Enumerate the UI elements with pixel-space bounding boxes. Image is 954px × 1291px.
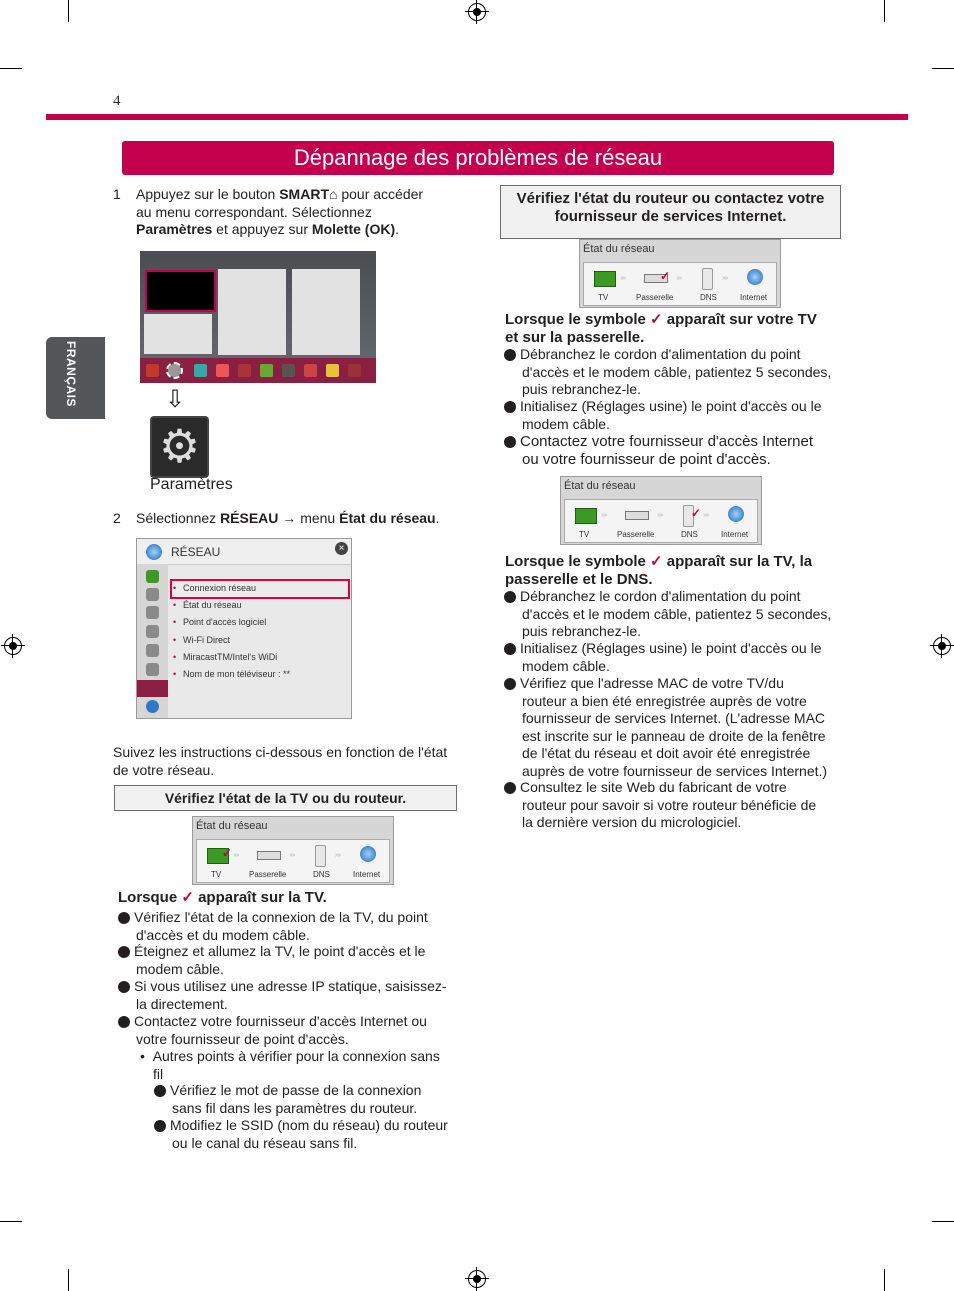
step-2 <box>113 510 458 528</box>
number-marker: 3 <box>504 436 516 448</box>
app-icon <box>304 364 317 377</box>
menu-item: • État du réseau <box>183 600 242 610</box>
list-item <box>112 943 458 978</box>
network-status-panel <box>560 476 762 545</box>
tv-label: TV <box>598 293 609 302</box>
card-panel <box>292 269 360 355</box>
text: votre fournisseur de point d'accès. <box>136 1030 349 1047</box>
internet-label: Internet <box>721 530 749 539</box>
internet-globe-icon <box>360 846 376 862</box>
card-panel <box>144 314 212 354</box>
text: au menu correspondant. Sélectionnez <box>136 203 372 220</box>
text: ou votre fournisseur de point d'accès. <box>522 450 771 468</box>
text: routeur pour savoir si votre routeur bénéficie de <box>522 796 817 813</box>
number-marker: 4 <box>504 782 516 794</box>
link-dots: ›››› <box>289 852 295 859</box>
text: RÉSEAU <box>220 510 279 526</box>
dns-icon <box>315 845 326 867</box>
number-marker: 4 <box>118 1016 130 1028</box>
app-icon <box>282 364 295 377</box>
text: modem câble. <box>522 657 610 674</box>
text: Molette (OK) <box>311 221 396 237</box>
list-item <box>112 909 458 944</box>
text: Sélectionnez <box>136 510 221 526</box>
text: d'accès et le modem câble, patientez 5 secondes, <box>522 363 832 380</box>
gateway-label: Passerelle <box>636 293 674 302</box>
text: Débranchez le cordon d'alimentation du point <box>520 346 801 362</box>
dns-label: DNS <box>700 293 717 302</box>
app-icon <box>216 364 229 377</box>
link-dots: ›››› <box>620 275 626 282</box>
crop-mark <box>68 0 69 22</box>
text: Lorsque le symbole <box>505 553 651 570</box>
text: Appuyez sur le bouton <box>136 186 280 202</box>
dns-icon <box>702 268 713 290</box>
text: apparaît sur votre TV <box>662 311 817 328</box>
gateway-label: Passerelle <box>617 530 655 539</box>
text: Autres points à vérifier pour la connexion sans <box>152 1048 440 1064</box>
number-marker: 2 <box>118 946 130 958</box>
list-item <box>498 675 849 780</box>
header-rule <box>46 114 908 120</box>
link-dots: ›››› <box>657 512 663 519</box>
network-globe-icon <box>146 544 162 560</box>
arrow-down-icon: ⇩ <box>165 386 186 413</box>
language-tab <box>46 337 105 419</box>
text: la dernière version du micrologiciel. <box>522 814 742 830</box>
text: auprès de votre fournisseur de services Internet.) <box>522 762 828 779</box>
list-item <box>112 1013 458 1048</box>
text: et sur la passerelle. <box>505 329 645 346</box>
number-marker: 1 <box>504 349 516 361</box>
gateway-label: Passerelle <box>249 870 287 879</box>
tv-icon <box>594 271 616 287</box>
text: Vérifiez l'état du routeur ou contactez votre <box>516 190 825 207</box>
text: Lorsque le symbole <box>505 311 651 328</box>
text: Modifiez le SSID (nom du réseau) du routeur <box>170 1117 448 1133</box>
list-item <box>498 779 844 832</box>
gateway-icon <box>625 511 649 520</box>
app-icon <box>326 364 339 377</box>
text: État du réseau <box>339 510 436 526</box>
crop-mark <box>0 68 22 69</box>
text: pour accéder <box>337 186 424 202</box>
crop-mark <box>0 1221 22 1222</box>
check-icon: ✓ <box>181 889 194 906</box>
intro-text <box>113 744 463 779</box>
bullet-icon: • <box>140 1048 153 1064</box>
menu-sidebar <box>137 564 168 718</box>
registration-mark-icon <box>4 637 22 655</box>
menu-title: RÉSEAU <box>171 545 221 559</box>
number-marker: 2 <box>504 401 516 413</box>
menu-item: • Connexion réseau <box>183 583 256 593</box>
status-diagram <box>564 499 758 543</box>
crop-mark <box>884 0 885 22</box>
text: Suivez les instructions ci-dessous en fonction de l'état <box>113 744 448 760</box>
text: Contactez votre fournisseur d'accès Internet ou <box>134 1013 427 1029</box>
text: fournisseur de services Internet. (L'adresse MAC <box>522 710 826 726</box>
text: Initialisez (Réglages usine) le point d'accès ou le <box>520 640 822 656</box>
text: la directement. <box>136 995 228 1012</box>
status-title: État du réseau <box>583 243 655 255</box>
text: Paramètres <box>136 221 213 237</box>
lock-icon <box>146 644 159 657</box>
list-item <box>498 588 844 641</box>
number-marker: 2 <box>504 643 516 655</box>
link-dots: ›››› <box>335 852 341 859</box>
link-dots: ›››› <box>233 852 239 859</box>
check-icon: ✓ <box>650 553 663 570</box>
status-title: État du réseau <box>564 480 636 492</box>
close-icon: × <box>335 542 348 555</box>
live-tv-tile <box>145 270 216 312</box>
text: d'accès et du modem câble. <box>136 926 310 943</box>
menu-item: • Nom de mon téléviseur : ** <box>183 669 290 679</box>
text: sans fil dans les paramètres du routeur. <box>172 1099 418 1116</box>
text: Initialisez (Réglages usine) le point d'accès ou le <box>520 398 822 414</box>
text: ou le canal du réseau sans fil. <box>172 1134 358 1151</box>
list-item <box>498 398 844 433</box>
picture-icon <box>146 570 159 583</box>
section-header <box>500 185 841 239</box>
text: Lorsque <box>118 889 182 906</box>
internet-globe-icon <box>728 506 744 522</box>
text: Si vous utilisez une adresse IP statique, saisissez- <box>134 978 447 994</box>
app-icon <box>146 364 159 377</box>
number-marker: 2 <box>154 1120 166 1132</box>
text: → menu <box>278 510 340 526</box>
text: Consultez le site Web du fabricant de votre <box>520 779 787 795</box>
text: routeur a bien été enregistrée auprès de votre <box>522 692 807 709</box>
text: et appuyez sur <box>212 221 312 237</box>
number-marker: 1 <box>154 1085 166 1097</box>
text: fil <box>153 1065 164 1082</box>
app-icon <box>260 364 273 377</box>
smart-home-screenshot <box>140 251 376 383</box>
settings-label: Paramètres <box>150 476 233 493</box>
text: Vérifiez l'état de la connexion de la TV, du point <box>134 909 428 925</box>
link-dots: ›››› <box>703 512 709 519</box>
network-icon <box>137 680 168 697</box>
text: puis rebranchez-le. <box>522 381 642 397</box>
step-number: 2 <box>113 510 121 526</box>
settings-icon <box>168 364 181 377</box>
home-icon: ⌂ <box>329 186 338 202</box>
text: Vérifiez le mot de passe de la connexion <box>170 1082 422 1098</box>
list-item <box>498 640 844 675</box>
check-icon: ✓ <box>691 506 702 520</box>
internet-label: Internet <box>740 293 768 302</box>
status-diagram <box>583 262 777 306</box>
link-dots: ›››› <box>676 275 682 282</box>
menu-item: • Point d'accès logiciel <box>183 617 266 627</box>
section-header: Vérifiez l'état de la TV ou du routeur. <box>114 785 457 811</box>
language-tab-label: FRANÇAIS <box>64 341 78 407</box>
text: puis rebranchez-le. <box>522 623 642 639</box>
text: modem câble. <box>136 960 224 977</box>
list-item <box>148 1082 460 1117</box>
subheading <box>118 888 327 906</box>
network-status-panel <box>579 239 781 308</box>
check-icon: ✓ <box>222 846 233 860</box>
number-marker: 3 <box>504 678 516 690</box>
page-number: 4 <box>113 93 121 109</box>
option-icon <box>146 663 159 676</box>
registration-mark-icon <box>933 637 951 655</box>
text: Débranchez le cordon d'alimentation du point <box>520 588 801 604</box>
smart-label: SMART <box>279 186 329 202</box>
app-icon <box>238 364 251 377</box>
network-status-panel <box>192 816 394 885</box>
list-item <box>112 978 458 1013</box>
text: apparaît sur la TV, la <box>662 553 813 570</box>
number-marker: 1 <box>118 912 130 924</box>
text: fournisseur de services Internet. <box>554 208 787 225</box>
subheading <box>505 553 845 589</box>
status-diagram <box>196 839 390 883</box>
registration-mark-icon <box>468 1270 486 1288</box>
text: de l'état du réseau et doit avoir été enregistrée <box>522 745 811 761</box>
list-item <box>498 433 844 468</box>
tv-label: TV <box>211 870 222 879</box>
number-marker: 3 <box>118 981 130 993</box>
link-dots: ›››› <box>601 512 607 519</box>
check-icon: ✓ <box>650 311 663 328</box>
text: passerelle et le DNS. <box>505 571 653 588</box>
text: de votre réseau. <box>113 761 215 778</box>
text: Contactez votre fournisseur d'accès Internet <box>520 433 814 450</box>
tv-label: TV <box>579 530 590 539</box>
reseau-menu-screenshot <box>136 538 352 719</box>
dns-label: DNS <box>681 530 698 539</box>
launcher-bar <box>140 358 376 383</box>
internet-globe-icon <box>747 269 763 285</box>
text: est inscrite sur le panneau de droite de la fenêtre <box>522 727 826 744</box>
text: apparaît sur la TV. <box>193 889 327 906</box>
menu-item: • Wi-Fi Direct <box>183 635 230 645</box>
gateway-icon <box>257 851 281 860</box>
crop-mark <box>884 1269 885 1291</box>
clock-icon <box>146 625 159 638</box>
text: . <box>395 221 400 237</box>
text: Éteignez et allumez la TV, le point d'accès et le <box>134 943 426 959</box>
link-dots: ›››› <box>722 275 728 282</box>
channel-icon <box>146 606 159 619</box>
menu-item: • MiracastTM/Intel's WiDi <box>183 652 277 662</box>
card-panel <box>218 269 286 355</box>
sound-icon <box>146 588 159 601</box>
help-icon <box>146 700 159 713</box>
page-title: Dépannage des problèmes de réseau <box>122 141 834 175</box>
text: modem câble. <box>522 415 610 432</box>
step-number: 1 <box>113 186 121 202</box>
text: Vérifiez que l'adresse MAC de votre TV/du <box>520 675 784 691</box>
subheading <box>505 311 845 347</box>
status-title: État du réseau <box>196 820 268 832</box>
gear-icon: ⚙ <box>150 416 209 478</box>
text: d'accès et le modem câble, patientez 5 secondes, <box>522 605 832 622</box>
registration-mark-icon <box>468 3 486 21</box>
app-icon <box>348 364 361 377</box>
app-icon <box>194 364 207 377</box>
crop-mark <box>68 1269 69 1291</box>
list-item <box>148 1117 460 1152</box>
tv-icon <box>575 508 597 524</box>
bullet-item <box>140 1048 460 1083</box>
text: . <box>435 510 440 526</box>
check-icon: ✓ <box>660 269 671 283</box>
dns-label: DNS <box>313 870 330 879</box>
internet-label: Internet <box>353 870 381 879</box>
list-item <box>498 346 844 399</box>
menu-header <box>137 539 351 565</box>
crop-mark <box>932 68 954 69</box>
number-marker: 1 <box>504 591 516 603</box>
crop-mark <box>932 1221 954 1222</box>
